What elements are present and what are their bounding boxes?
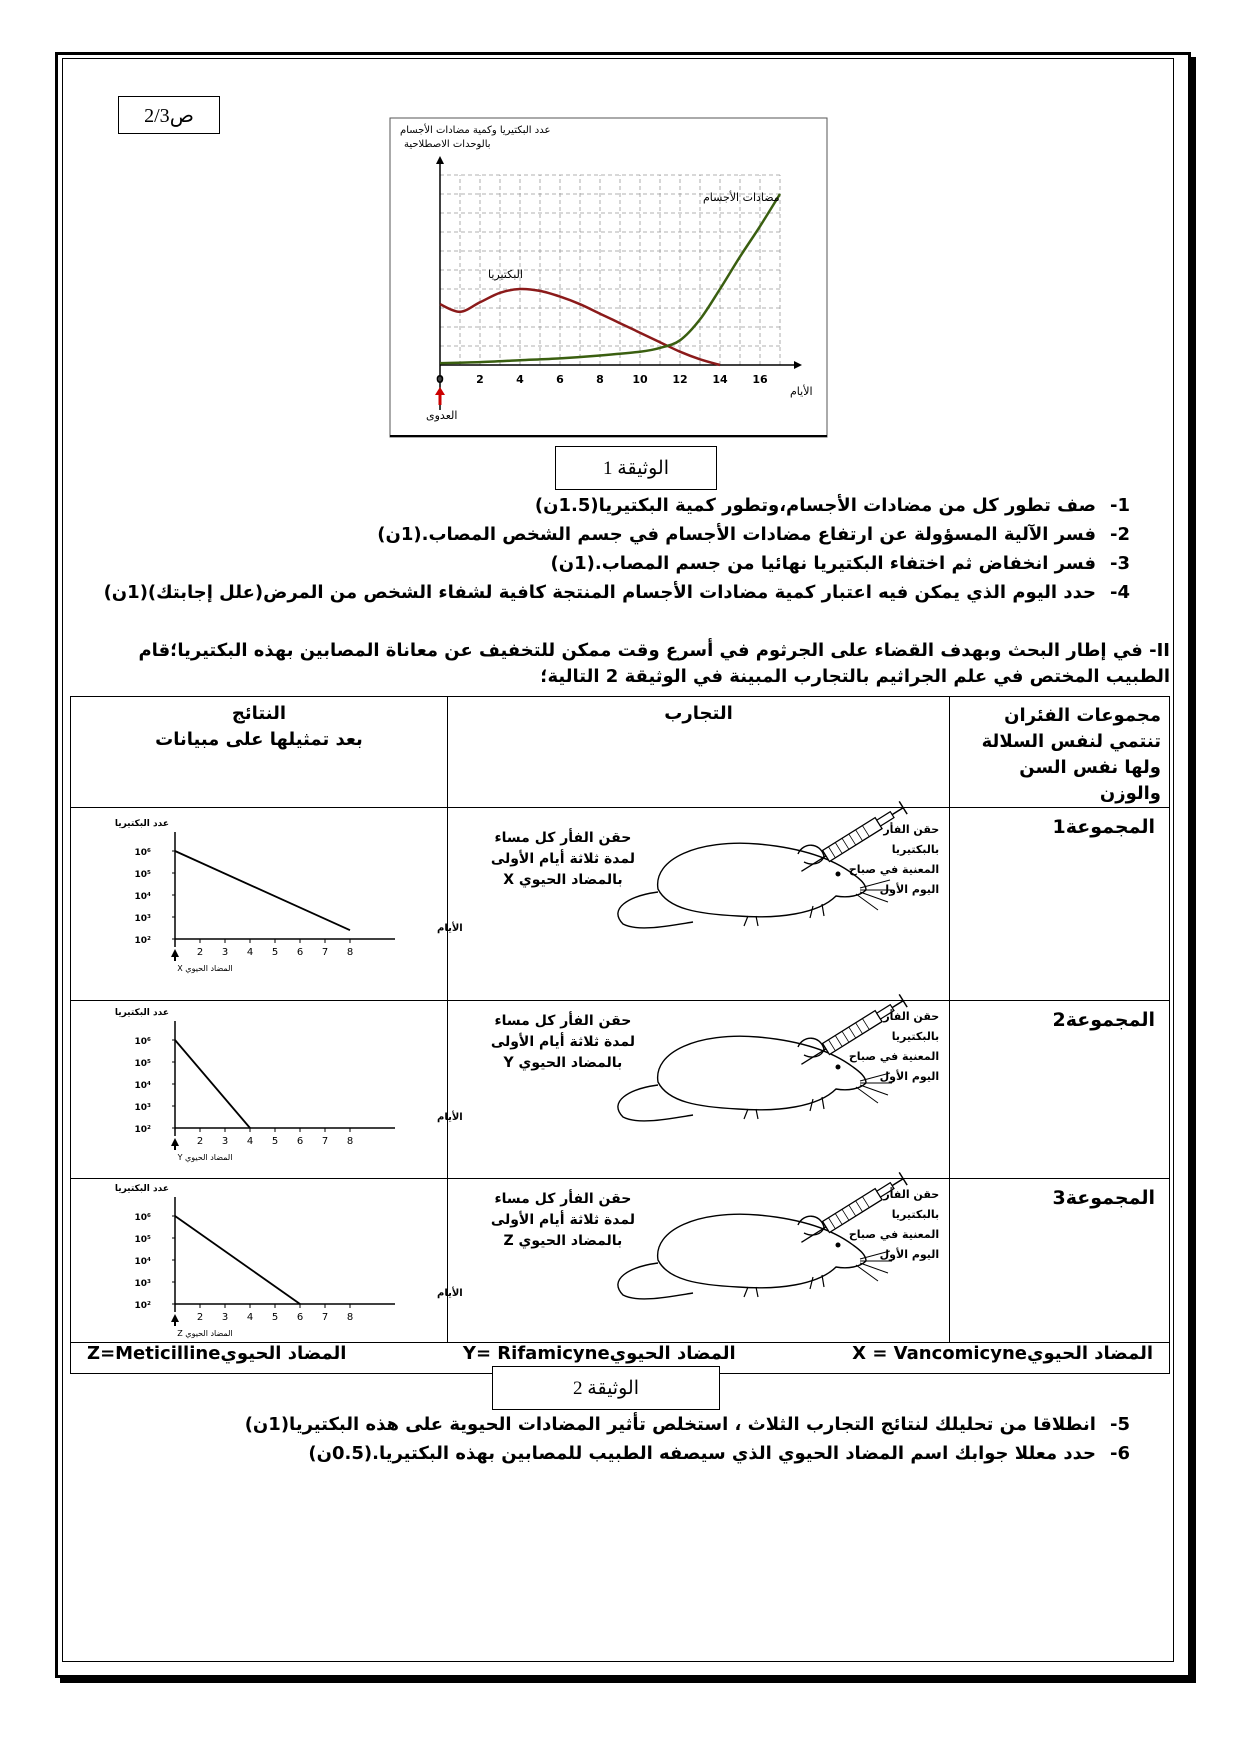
injection-text-1: حقن الفأر كل مساء لمدة ثلاثة أيام الأولى بالمضاد الحيوي X	[490, 830, 635, 888]
mini-xlabel: الأيام	[436, 923, 463, 934]
bacteria-label: البكتيريا	[488, 268, 523, 281]
question-6: 6-حدد معللا جوابك اسم المضاد الحيوي الذي سيصفه الطبيب للمصابين بهذه البكتيريا.(0.5ن)	[308, 1443, 1130, 1464]
table-row-2	[71, 1001, 1170, 1179]
bacteria-decline-line	[175, 1216, 300, 1304]
doc1-chart	[390, 118, 828, 438]
doc1-x-tick-label: 6	[556, 373, 564, 386]
mini-y-tick-label: 10⁴	[134, 892, 151, 902]
mini-y-tick-label: 10⁴	[134, 1081, 151, 1091]
mouse-ear	[798, 1038, 824, 1057]
mini-xlabel: الأيام	[436, 1112, 463, 1123]
mini-x-tick-label: 5	[271, 1312, 279, 1323]
experiments-table	[70, 696, 1170, 1374]
mini-y-tick-label: 10²	[134, 936, 151, 946]
mini-x-tick-label: 8	[346, 1136, 354, 1147]
mouse-tail	[618, 1263, 693, 1299]
experiment-3	[447, 1179, 949, 1343]
result-2	[71, 1001, 463, 1179]
mouse-tail	[618, 1085, 693, 1121]
experiment-2	[447, 1001, 949, 1179]
mini-x-tick-label: 6	[296, 1136, 304, 1147]
question-1: 1-صف تطور كل من مضادات الأجسام،وتطور كمية البكتيريا(1.5ن)	[534, 495, 1130, 516]
mini-x-tick-label: 3	[221, 1136, 229, 1147]
antibiotic-z: المضاد الحيويZ=Meticilline	[87, 1343, 347, 1364]
mini-ylabel: عدد البكتيريا	[114, 1184, 169, 1194]
result-chart-1	[114, 814, 463, 989]
antibiotic-x: المضاد الحيويX = Vancomicyne	[852, 1343, 1153, 1364]
mini-x-tick-label: 6	[296, 1312, 304, 1323]
mini-antibiotic-label: المضاد الحيوي Z	[177, 1329, 233, 1338]
doc1-ylabel-1: عدد البكتيريا وكمية مضادات الأجسام	[400, 125, 551, 136]
question-3: 3-فسر انخفاض ثم اختفاء البكتيريا نهائيا من جسم المصاب.(1ن)	[550, 553, 1130, 574]
question-2: 2-فسر الآلية المسؤولة عن ارتفاع مضادات الأجسام في جسم الشخص المصاب.(1ن)	[377, 524, 1130, 545]
experiment-1	[447, 808, 949, 1001]
mouse-ear	[798, 845, 824, 864]
mouse-ear	[798, 1216, 824, 1235]
mini-y-tick-label: 10³	[134, 1103, 151, 1113]
group-1: المجموعة1	[950, 808, 1170, 1001]
doc1-x-tick-label: 10	[632, 373, 648, 386]
mini-y-tick-label: 10⁵	[134, 1059, 151, 1069]
doc1-x-tick-label: 16	[752, 373, 768, 386]
doc1-x-tick-label: 12	[672, 373, 688, 386]
result-1	[71, 808, 463, 1001]
infection-label: العدوى	[426, 409, 458, 422]
doc1-xlabel: الأيام	[790, 385, 813, 398]
mini-x-tick-label: 2	[196, 947, 204, 958]
doc1-x-tick-label: 0	[436, 373, 444, 386]
question-5: 5-انطلاقا من تحليلك لنتائج التجارب الثلاث ، استخلص تأثير المضادات الحيوية على هذه البكتيريا(1ن)	[244, 1414, 1130, 1435]
doc1-x-tick-label: 8	[596, 373, 604, 386]
header-experiments: التجارب	[447, 697, 949, 808]
page-number: ص2/3	[118, 96, 220, 134]
mini-ylabel: عدد البكتيريا	[114, 819, 169, 829]
mini-antibiotic-label: المضاد الحيوي Y	[177, 1153, 233, 1162]
mini-xlabel: الأيام	[436, 1288, 463, 1299]
mini-x-tick-label: 5	[271, 947, 279, 958]
mini-ylabel: عدد البكتيريا	[114, 1008, 169, 1018]
result-chart-3	[114, 1179, 463, 1339]
mini-y-tick-label: 10²	[134, 1125, 151, 1135]
bacteria-injection-text-1: حقن الفأر بالبكتيريا المعنية في صباح اليوم الأول	[848, 823, 940, 896]
mini-x-tick-label: 8	[346, 1312, 354, 1323]
mini-x-tick-label: 8	[346, 947, 354, 958]
mini-y-tick-label: 10⁴	[134, 1257, 151, 1267]
antibodies-label: مضادات الأجسام	[703, 191, 780, 204]
result-chart-2	[114, 1003, 463, 1173]
group-2: المجموعة2	[950, 1001, 1170, 1179]
bacteria-injection-text-2: حقن الفأر بالبكتيريا المعنية في صباح اليوم الأول	[848, 1010, 940, 1083]
injection-text-2: حقن الفأر كل مساء لمدة ثلاثة أيام الأولى بالمضاد الحيوي Y	[490, 1013, 635, 1071]
mini-x-tick-label: 4	[246, 1312, 254, 1323]
table-row-1	[71, 808, 1170, 1001]
mini-y-tick-label: 10⁶	[134, 848, 151, 858]
group-3: المجموعة3	[950, 1179, 1170, 1343]
antibiotic-y: المضاد الحيويY= Rifamicyne	[462, 1343, 736, 1364]
bacteria-decline-line	[175, 851, 350, 930]
mini-x-tick-label: 6	[296, 947, 304, 958]
part2-intro: II- في إطار البحث وبهدف القضاء على الجرثوم في أسرع وقت ممكن للتخفيف عن معاناة المصابين بهذه البكتيريا؛قام الطبيب المختص في علم الجراثيم بالتجارب المبينة في الوثيقة 2 التالية؛	[138, 640, 1170, 687]
result-3	[71, 1179, 463, 1343]
mini-antibiotic-label: المضاد الحيوي X	[177, 964, 233, 973]
mini-x-tick-label: 3	[221, 1312, 229, 1323]
mini-x-tick-label: 7	[321, 1136, 329, 1147]
header-groups: مجموعات الفئران تنتمي لنفس السلالة ولها نفس السن والوزن	[950, 697, 1170, 808]
doc1-ylabel-2: بالوحدات الاصطلاحية	[404, 139, 491, 150]
mini-y-tick-label: 10³	[134, 914, 151, 924]
mini-x-tick-label: 4	[246, 947, 254, 958]
injection-text-3: حقن الفأر كل مساء لمدة ثلاثة أيام الأولى بالمضاد الحيوي Z	[490, 1191, 635, 1249]
mini-x-tick-label: 3	[221, 947, 229, 958]
doc1-x-tick-label: 14	[712, 373, 728, 386]
mini-x-tick-label: 5	[271, 1136, 279, 1147]
mini-x-tick-label: 2	[196, 1136, 204, 1147]
doc1-x-tick-label: 4	[516, 373, 524, 386]
mini-y-tick-label: 10⁵	[134, 1235, 151, 1245]
mini-y-tick-label: 10⁶	[134, 1213, 151, 1223]
mini-y-tick-label: 10²	[134, 1301, 151, 1311]
mini-x-tick-label: 2	[196, 1312, 204, 1323]
mini-y-tick-label: 10⁶	[134, 1037, 151, 1047]
table-row-3	[71, 1179, 1170, 1343]
bacteria-decline-line	[175, 1040, 250, 1128]
mini-x-tick-label: 7	[321, 947, 329, 958]
mini-y-tick-label: 10³	[134, 1279, 151, 1289]
mouse-tail	[618, 892, 693, 928]
doc2-label: الوثيقة 2	[492, 1366, 720, 1410]
mini-x-tick-label: 4	[246, 1136, 254, 1147]
doc1-x-tick-label: 2	[476, 373, 484, 386]
header-results: النتائج بعد تمثيلها على مبيانات	[71, 697, 448, 808]
mini-x-tick-label: 7	[321, 1312, 329, 1323]
mini-y-tick-label: 10⁵	[134, 870, 151, 880]
bacteria-injection-text-3: حقن الفأر بالبكتيريا المعنية في صباح اليوم الأول	[848, 1188, 940, 1261]
question-4: 4-حدد اليوم الذي يمكن فيه اعتبار كمية مضادات الأجسام المنتجة كافية لشفاء الشخص من المرض(علل إجابتك)(1ن)	[103, 582, 1130, 603]
doc1-label: الوثيقة 1	[555, 446, 717, 490]
